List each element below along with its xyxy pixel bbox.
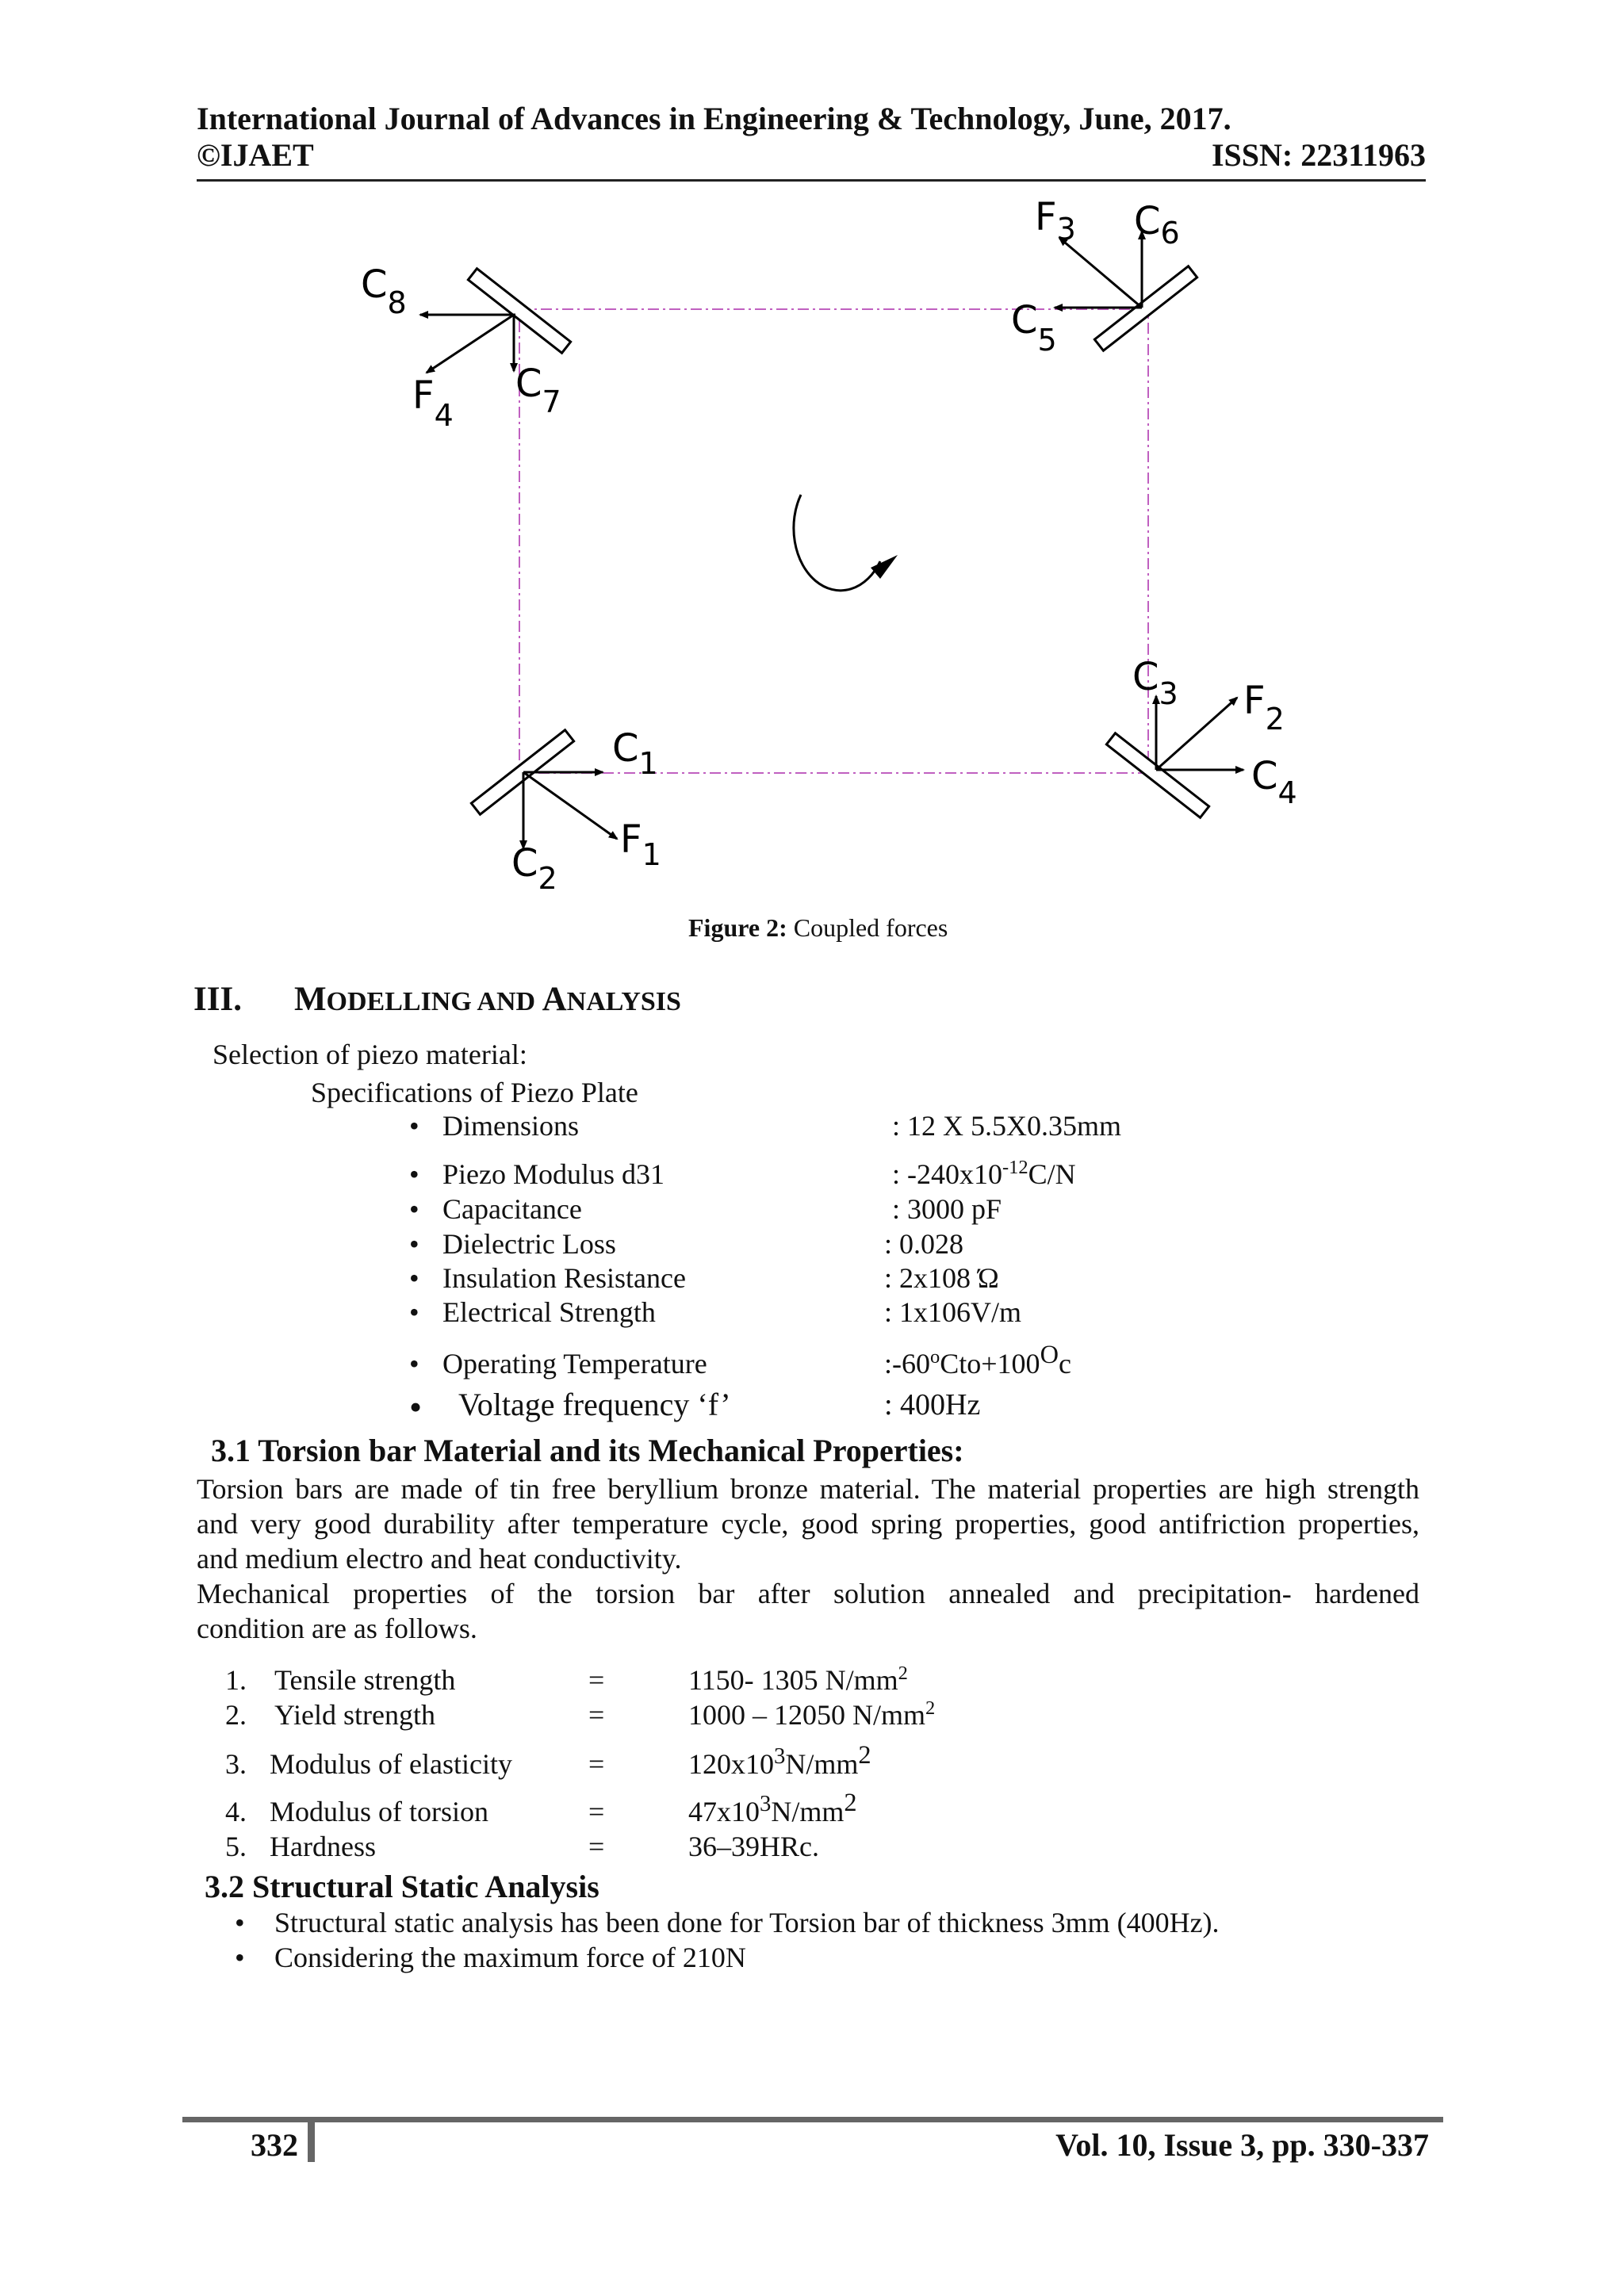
footer-divider [308,2122,315,2162]
issn: ISSN: 22311963 [1211,137,1426,173]
label-C8: $C_8$ [361,262,407,320]
bottom-right-bracket [1106,696,1243,817]
label-F1: $F_1$ [620,817,661,872]
volume-info: Vol. 10, Issue 3, pp. 330-337 [1055,2127,1429,2163]
spec-label: Dimensions [442,1110,580,1142]
footer-rule [182,2117,1443,2122]
analysis-bullet-text: Considering the maximum force of 210N [274,1942,746,1973]
rotation-arrow [794,495,880,591]
bullet: • [409,1193,419,1225]
bullet: • [409,1348,419,1380]
analysis-bullet-text: Structural static analysis has been done for Torsion bar of thickness 3mm (400Hz). [274,1907,1220,1938]
bullet: • [409,1262,419,1294]
spec-label: Insulation Resistance [442,1262,686,1294]
label-C5: $C_5$ [1011,298,1057,358]
spec-value: : 400Hz [884,1388,981,1422]
header-rule [197,179,1426,182]
property-value: 1150- 1305 $N/mm^2$ [688,1663,908,1696]
frame-rectangle [519,309,1148,773]
subsection-3-1-title: 3.1 Torsion bar Material and its Mechanical Properties: [211,1433,964,1468]
bullet: • [409,1296,419,1328]
bullet: • [235,1907,245,1938]
label-C6: $C_6$ [1134,199,1180,251]
list-number: 3. [225,1748,247,1780]
equals-sign: = [588,1748,605,1780]
list-number: 2. [225,1699,247,1731]
journal-title: International Journal of Advances in Engineering & Technology, June, 2017. [197,101,1231,136]
spec-value: $:-60^oCto+100^Oc$ [884,1341,1071,1380]
spec-label: Dielectric Loss [442,1228,616,1260]
bullet: • [235,1942,245,1973]
property-value: 1000 – 12050 $N/mm^2$ [688,1697,936,1731]
top-left-bracket [420,269,571,373]
paragraph-2: Mechanical properties of the torsion bar after solution annealed and precipitation- hardened condition are as follows. [197,1578,1419,1644]
label-F3: $F_3$ [1035,195,1076,247]
property-name: Hardness [270,1831,376,1862]
property-value: $120x10^3N/mm^2$ [688,1741,871,1780]
property-value: $47x10^3N/mm^2$ [688,1789,857,1827]
equals-sign: = [588,1699,605,1731]
subsection-3-2-title: 3.2 Structural Static Analysis [205,1869,599,1904]
spec-label: Capacitance [442,1193,582,1225]
property-name: Modulus of torsion [270,1796,489,1827]
spec-label: Electrical Strength [442,1296,656,1328]
equals-sign: = [588,1664,605,1696]
coupled-forces-figure [0,182,1624,912]
paragraph-1: Torsion bars are made of tin free beryllium bronze material. The material properties are high strength and very good durability after temperature cycle, good spring properties, good antifriction properties, and medium electro and heat conductivity. [197,1473,1419,1575]
label-F2: $F_2$ [1243,679,1285,737]
spec-value: : 1x106V/m [884,1296,1022,1328]
section-heading: III. MODELLING AND ANALYSIS [193,981,681,1018]
list-number: 5. [225,1831,247,1862]
spec-value: : 0.028 [884,1228,964,1260]
copyright: ©IJAET [197,137,314,173]
list-number: 1. [225,1664,247,1696]
bottom-left-bracket [471,730,617,848]
label-C1: $C_1$ [612,726,658,781]
label-C4: $C_4$ [1251,754,1297,810]
property-name: Modulus of elasticity [270,1748,512,1780]
selection-text: Selection of piezo material: [213,1039,527,1070]
spec-value: : 3000 pF [892,1193,1002,1225]
property-name: Tensile strength [274,1664,456,1696]
bullet: • [409,1110,419,1142]
bullet: • [409,1158,419,1190]
bullet: • [409,1228,419,1260]
spec-label: Piezo Modulus d31 [442,1158,665,1190]
rotation-arrowhead [871,555,898,579]
list-number: 4. [225,1796,247,1827]
label-C7: $C_7$ [515,362,561,419]
property-name: Yield strength [274,1699,435,1731]
label-C2: $C_2$ [511,841,557,896]
label-F4: $F_4$ [412,373,454,433]
spec-title: Specifications of Piezo Plate [311,1077,638,1108]
bullet: • [409,1387,423,1427]
page-number: 332 [251,2127,298,2163]
figure-caption: Figure 2: Coupled forces [688,913,948,942]
spec-label: Operating Temperature [442,1348,707,1380]
spec-label: Voltage frequency ‘f’ [458,1387,731,1422]
spec-value: : $-240x10^{-12}C/N$ [892,1157,1076,1190]
label-C3: $C_3$ [1132,655,1178,711]
spec-value: : 12 X 5.5X0.35mm [892,1110,1122,1142]
equals-sign: = [588,1831,605,1862]
equals-sign: = [588,1796,605,1827]
property-value: 36–39HRc. [688,1831,819,1862]
spec-value: : 2x108 Ώ [884,1262,999,1294]
